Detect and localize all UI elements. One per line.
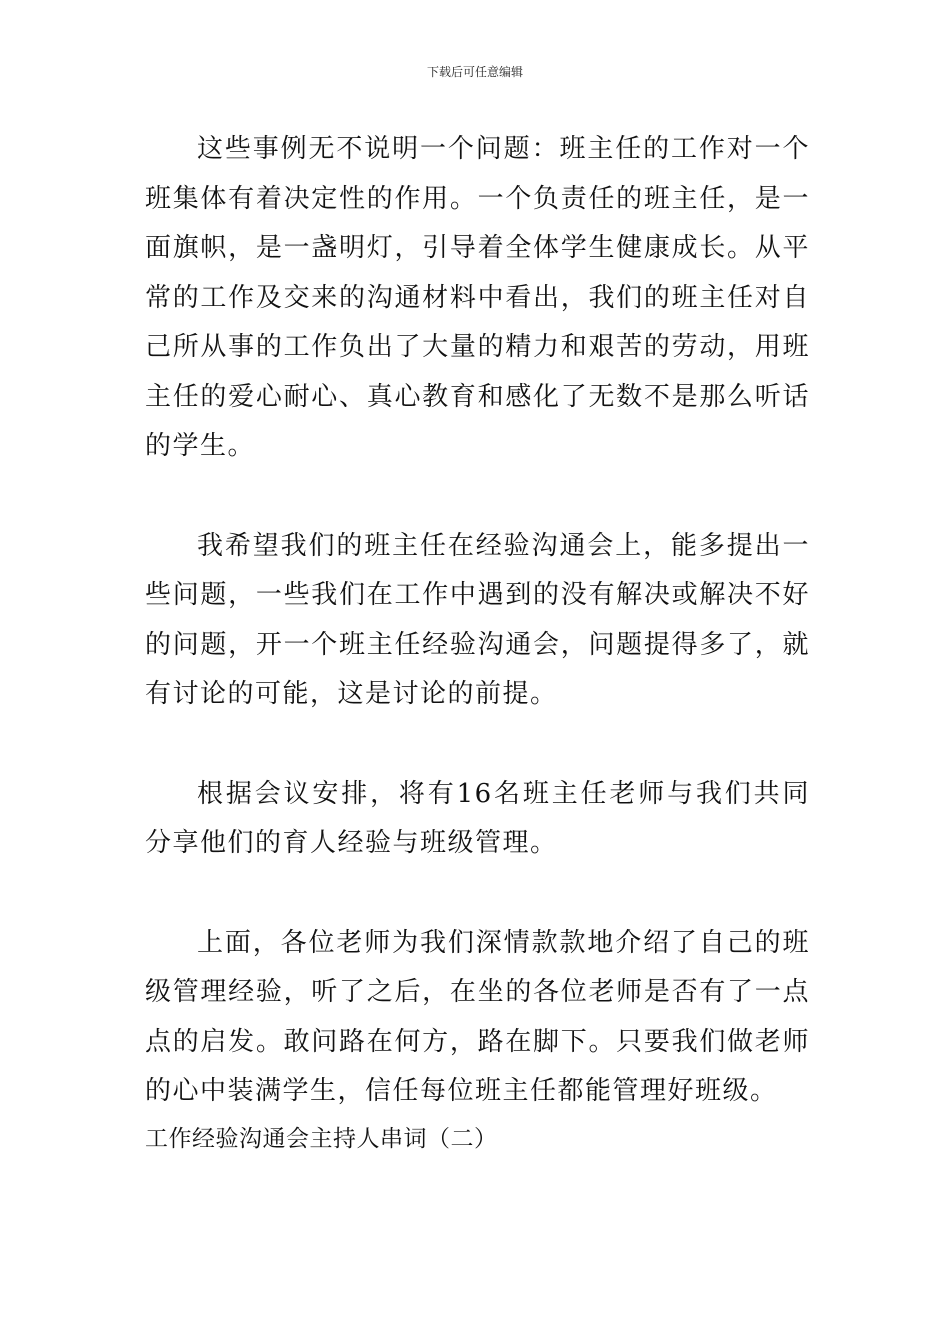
paragraph-gap [145,720,810,770]
section-title: 工作经验沟通会主持人串词（二） [145,1125,498,1152]
paragraph-gap [145,869,810,919]
paragraph-4: 上面，各位老师为我们深情款款地介绍了自己的班级管理经验，听了之后，在坐的各位老师是否有了一点点的启发。敢问路在何方，路在脚下。只要我们做老师的心中装满学生，信任每位班主任都能管理好班级。 [145,927,810,1106]
page-header: 下载后可任意编辑 [426,65,523,79]
document-body [145,125,810,1161]
paragraph-gap [145,472,810,522]
paragraph-1: 这些事例无不说明一个问题：班主任的工作对一个班集体有着决定性的作用。一个负责任的班主任，是一面旗帜，是一盏明灯，引导着全体学生健康成长。从平常的工作及交来的沟通材料中看出，我们的班主任对自己所从事的工作负出了大量的精力和艰苦的劳动，用班主任的爱心耐心、真心教育和感化了无数不是那么听话的学生。 [145,134,810,461]
paragraph-2: 我希望我们的班主任在经验沟通会上，能多提出一些问题，一些我们在工作中遇到的没有解决或解决不好的问题，开一个班主任经验沟通会，问题提得多了，就有讨论的可能，这是讨论的前提。 [145,530,810,709]
paragraph-3: 根据会议安排，将有16名班主任老师与我们共同分享他们的育人经验与班级管理。 [145,778,810,858]
